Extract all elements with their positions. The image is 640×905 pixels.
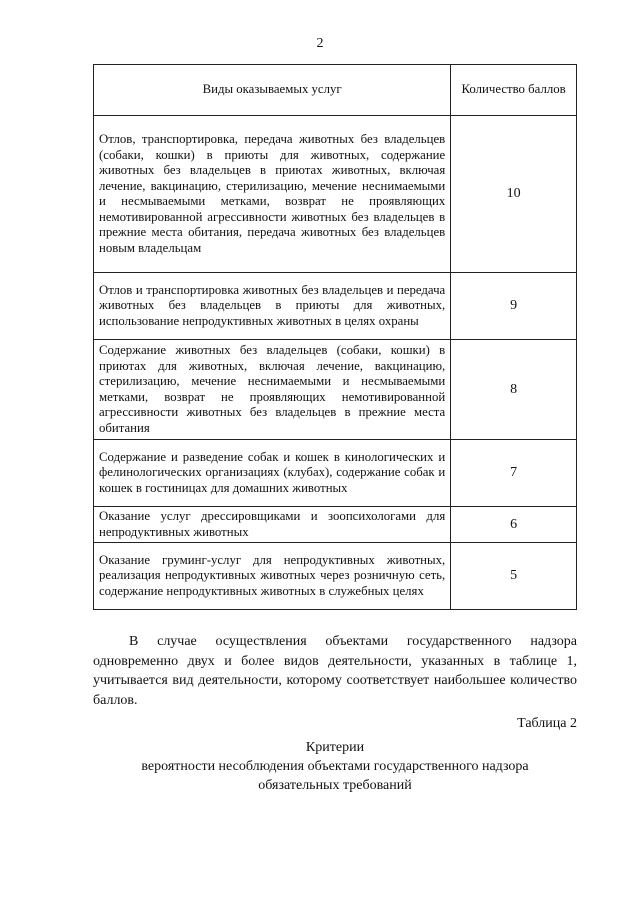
table-row xyxy=(94,543,577,610)
service-cell: Отлов и транспортировка животных без владельцев и передача животных без владельцев в приюты для животных, использование непродуктивных животных в целях охраны xyxy=(94,273,451,340)
table-row xyxy=(94,440,577,507)
service-cell: Содержание и разведение собак и кошек в кинологических и фелинологических организациях (клубах), содержание собак и кошек в гостиницах для домашних животных xyxy=(94,440,451,507)
criteria-title-line: Критерии xyxy=(305,740,365,755)
header-services: Виды оказываемых услуг xyxy=(94,65,451,116)
table-header-row xyxy=(94,65,577,116)
table-caption: Таблица 2 xyxy=(517,716,577,731)
body-paragraph: В случае осуществления объектами государственного надзора одновременно двух и более видов деятельности, указанных в таблице 1, учитывается вид деятельности, которому соответствует наибольшее количество баллов. xyxy=(93,634,577,708)
table-row xyxy=(94,340,577,440)
table-row xyxy=(94,116,577,273)
criteria-title xyxy=(93,738,577,795)
points-cell: 8 xyxy=(451,340,577,440)
points-cell: 5 xyxy=(451,543,577,610)
header-points: Количество баллов xyxy=(451,65,577,116)
points-cell: 9 xyxy=(451,273,577,340)
table-row xyxy=(94,507,577,543)
points-cell: 7 xyxy=(451,440,577,507)
services-points-table xyxy=(93,64,577,610)
service-cell: Оказание груминг-услуг для непродуктивных животных, реализация непродуктивных животных через розничную сеть, содержание непродуктивных животных в служебных целях xyxy=(94,543,451,610)
points-cell: 6 xyxy=(451,507,577,543)
points-cell: 10 xyxy=(451,116,577,273)
service-cell: Содержание животных без владельцев (собаки, кошки) в приютах для животных, включая лечение, вакцинацию, стерилизацию, мечение неснимаемыми и несмываемыми метками, возврат не проявляющих немотивированной агрессивности животных без владельцев в прежние места обитания xyxy=(94,340,451,440)
page-number: 2 xyxy=(316,36,324,51)
criteria-title-line: обязательных требований xyxy=(258,778,412,793)
table-row xyxy=(94,273,577,340)
service-cell: Оказание услуг дрессировщиками и зоопсихологами для непродуктивных животных xyxy=(94,507,451,543)
criteria-title-line: вероятности несоблюдения объектами государственного надзора xyxy=(141,759,529,774)
service-cell: Отлов, транспортировка, передача животных без владельцев (собаки, кошки) в приюты для животных, содержание животных без владельцев в приютах животных, включая лечение, вакцинацию, стерилизацию, мечение неснимаемыми и несмываемыми метками, возврат не проявляющих немотивированной агрессивности животных без владельцев в прежние места обитания, передача животных без владельцев новым владельцам xyxy=(94,116,451,273)
